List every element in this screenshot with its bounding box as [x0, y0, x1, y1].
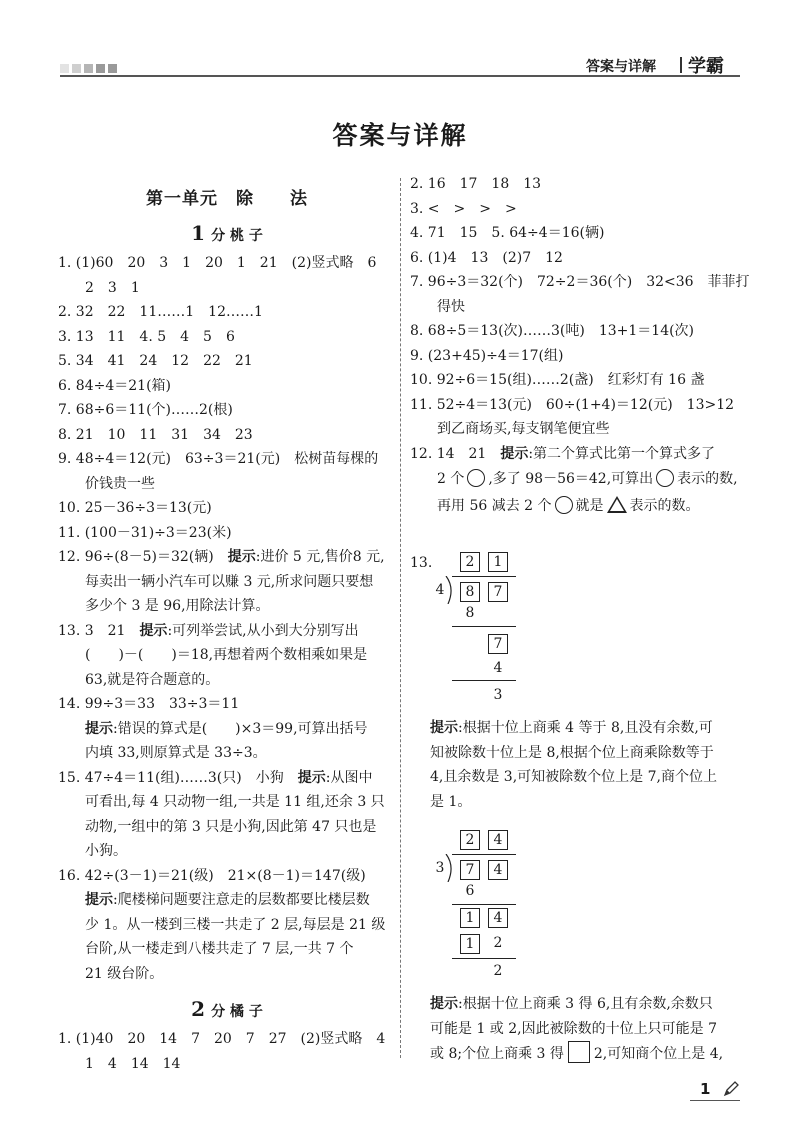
answer-line: 16. 42÷(3－1)＝21(级) 21×(8－1)＝147(级)	[58, 867, 366, 884]
circle-symbol-icon	[467, 469, 485, 487]
tip-text: 就是	[575, 498, 604, 514]
tip-text: :可列举尝试,从小到大分别写出	[167, 622, 359, 639]
subtract-digit: 1	[460, 934, 480, 954]
answer-line: 7. 68÷6＝11(个)……2(根)	[58, 402, 233, 418]
answer-text: 12. 14 21	[410, 445, 501, 462]
right-column	[410, 172, 750, 520]
subtract-line	[452, 680, 516, 681]
header-separator	[680, 57, 682, 73]
answer-line: 21 级台阶。	[85, 965, 164, 982]
pencil-icon	[722, 1080, 740, 1098]
answer-line: 动物,一组中的第 3 只是小狗,因此第 47 只也是	[85, 818, 377, 835]
tip-text: 2,可知商个位上是 4,	[593, 1046, 724, 1062]
answer-line: 1. (1)60 20 3 1 20 1 21 (2)竖式略 6	[58, 255, 377, 271]
lesson-heading	[58, 218, 396, 251]
right-column-tip1	[430, 716, 745, 814]
division-bar	[452, 854, 516, 855]
remainder-value: 3	[493, 687, 503, 703]
subtract-value: 6	[465, 883, 475, 899]
dividend-digit: 4	[488, 860, 508, 880]
header-section-title: 答案与详解	[586, 59, 656, 75]
answer-line	[430, 992, 745, 1017]
quotient-digit: 4	[488, 830, 508, 850]
lesson-heading	[58, 994, 396, 1027]
tip-text: :根据十位上商乘 4 等于 8,且没有余数,可	[458, 720, 713, 736]
quotient-digit: 1	[488, 552, 508, 572]
triangle-symbol-icon	[607, 496, 627, 513]
tip-text: :从图中	[325, 769, 373, 786]
subtract-line	[452, 626, 516, 627]
blank-box	[568, 1041, 590, 1063]
answer-line: 5. 34 41 24 12 22 21	[58, 353, 253, 369]
answer-text: 13. 3 21	[58, 622, 140, 639]
left-column	[58, 180, 396, 1076]
tip-text: :第二个算式比第一个算式多了	[528, 445, 716, 462]
footer-rule	[690, 1100, 740, 1101]
answer-line	[58, 619, 396, 644]
tip-label: 提示	[85, 892, 113, 908]
answer-line	[410, 466, 745, 493]
subtract-value: 8	[465, 605, 475, 621]
subtract-value: 4	[493, 660, 503, 676]
divisor: 3	[435, 860, 445, 876]
quotient-digit: 2	[460, 552, 480, 572]
tip-text: 表示的数。	[629, 498, 700, 514]
answer-line: 2. 32 22 11……1 12……1	[58, 304, 263, 320]
answer-line	[58, 766, 396, 791]
answer-line: 8. 21 10 11 31 34 23	[58, 426, 253, 443]
answer-line	[410, 442, 745, 467]
answer-line: 7. 96÷3＝32(个) 72÷2＝36(个) 32<36 菲菲打	[410, 274, 750, 290]
answer-line: 小狗。	[85, 843, 127, 859]
page-title: 答案与详解	[332, 121, 468, 150]
header-brand-logo: 学霸	[688, 56, 724, 77]
page-number: 1	[700, 1080, 711, 1098]
remainder-digit: 1	[460, 908, 480, 928]
tip-text: 表示的数,	[677, 471, 738, 487]
unit-title: 第一单元 除 法	[146, 189, 308, 209]
remainder-digit: 7	[488, 634, 508, 654]
answer-line: 6. 84÷4＝21(箱)	[58, 377, 171, 394]
long-division-2	[430, 828, 520, 988]
header-decoration	[60, 64, 117, 73]
answer-line: 是 1。	[430, 793, 472, 810]
answer-line	[58, 888, 396, 913]
answer-line: 1. (1)40 20 14 7 20 7 27 (2)竖式略 4	[58, 1031, 386, 1047]
division-bar	[452, 576, 516, 577]
tip-label: 提示	[297, 769, 326, 786]
right-column-tip2	[430, 992, 745, 1068]
answer-line: 4. 71 15 5. 64÷4＝16(辆)	[410, 225, 605, 241]
answer-line: 每卖出一辆小汽车可以赚 3 元,所求问题只要想	[85, 573, 374, 590]
tip-label: 提示	[430, 996, 458, 1012]
answer-line: 多少个 3 是 96,用除法计算。	[85, 598, 270, 614]
answer-line: 可看出,每 4 只动物一组,一共是 11 组,还余 3 只	[85, 794, 385, 810]
answer-line: 3. 13 11 4. 5 4 5 6	[58, 328, 235, 345]
answer-text: 15. 47÷4＝11(组)……3(只) 小狗	[58, 769, 298, 786]
lesson-number: 2	[191, 997, 206, 1021]
answer-line: 价钱贵一些	[85, 475, 155, 492]
answer-line	[410, 493, 745, 520]
question-label: 13.	[410, 555, 433, 571]
subtract-line	[452, 958, 516, 959]
answer-line: 2. 16 17 18 13	[410, 176, 542, 192]
quotient-digit: 2	[460, 830, 480, 850]
tip-text: :根据十位上商乘 3 得 6,且有余数,余数只	[458, 996, 713, 1012]
answer-line	[58, 717, 396, 742]
answer-line: 4,且余数是 3,可知被除数个位上是 7,商个位上	[430, 769, 717, 785]
circle-symbol-icon	[656, 469, 674, 487]
divisor: 4	[435, 582, 445, 598]
tip-label: 提示	[500, 445, 529, 462]
tip-text: 2 个	[437, 471, 465, 487]
answer-line: 11. (100－31)÷3＝23(米)	[58, 524, 232, 541]
answer-line: 14. 99÷3＝33 33÷3＝11	[58, 696, 240, 712]
tip-text: ,多了 98－56＝42,可算出	[488, 471, 654, 487]
answer-line: 内填 33,则原算式是 33÷3。	[85, 745, 267, 761]
tip-label: 提示	[227, 549, 256, 565]
answer-line: 63,就是符合题意的。	[85, 671, 220, 688]
answer-line: 6. (1)4 13 (2)7 12	[410, 249, 563, 266]
tip-text: 再用 56 减去 2 个	[437, 498, 552, 514]
tip-label: 提示	[139, 622, 168, 639]
tip-text: :爬楼梯问题要注意走的层数都要比楼层数	[113, 892, 370, 908]
long-division-1	[430, 550, 520, 710]
answer-line	[430, 1041, 745, 1068]
answer-line: 得快	[437, 298, 465, 315]
remainder-value: 2	[493, 963, 503, 979]
answer-line: 2 3 1	[85, 279, 140, 296]
answer-line: 9. (23+45)÷4＝17(组)	[410, 347, 564, 364]
answer-line: 到乙商场买,每支钢笔便宜些	[437, 421, 610, 437]
tip-text: :进价 5 元,售价8 元,	[255, 549, 385, 565]
dividend-digit: 7	[488, 582, 508, 602]
answer-line: 少 1。从一楼到三楼一共走了 2 层,每层是 21 级	[85, 916, 386, 933]
answer-line	[58, 545, 396, 570]
answer-line: 知被除数十位上是 8,根据个位上商乘除数等于	[430, 744, 714, 761]
lesson-title: 分 桃 子	[211, 228, 263, 244]
subtract-value: 2	[493, 935, 503, 951]
tip-label: 提示	[85, 720, 113, 737]
answer-line: 10. 92÷6＝15(组)……2(盏) 红彩灯有 16 盏	[410, 372, 705, 388]
lesson-title: 分 橘 子	[211, 1004, 263, 1020]
tip-text: :	[113, 720, 118, 737]
tip-label: 提示	[430, 720, 458, 736]
circle-symbol-icon	[555, 496, 573, 514]
answer-line: 台阶,从一楼走到八楼共走了 7 层,一共 7 个	[85, 941, 354, 957]
tip-text: 错误的算式是( )×3＝99,可算出括号	[117, 720, 368, 737]
answer-line: 10. 25－36÷3＝13(元)	[58, 500, 212, 516]
remainder-digit: 4	[488, 908, 508, 928]
answer-line: 1 4 14 14	[85, 1055, 181, 1072]
lesson-number: 1	[191, 221, 206, 245]
answer-line: ( )－( )＝18,再想着两个数相乘如果是	[85, 647, 368, 663]
answer-line: 可能是 1 或 2,因此被除数的十位上只可能是 7	[430, 1020, 717, 1037]
answer-line	[430, 716, 745, 741]
tip-text: 或 8;个位上商乘 3 得	[430, 1046, 564, 1062]
subtract-line	[452, 904, 516, 905]
dividend-digit: 7	[460, 860, 480, 880]
answer-line: 3. < > > >	[410, 200, 517, 217]
column-divider	[400, 178, 401, 1058]
answer-line: 8. 68÷5＝13(次)……3(吨) 13+1＝14(次)	[410, 323, 695, 339]
answer-line: 9. 48÷4＝12(元) 63÷3＝21(元) 松树苗每棵的	[58, 451, 379, 467]
dividend-digit: 8	[460, 582, 480, 602]
answer-text: 12. 96÷(8－5)＝32(辆)	[58, 549, 228, 565]
answer-line: 11. 52÷4＝13(元) 60÷(1+4)＝12(元) 13>12	[410, 396, 735, 413]
